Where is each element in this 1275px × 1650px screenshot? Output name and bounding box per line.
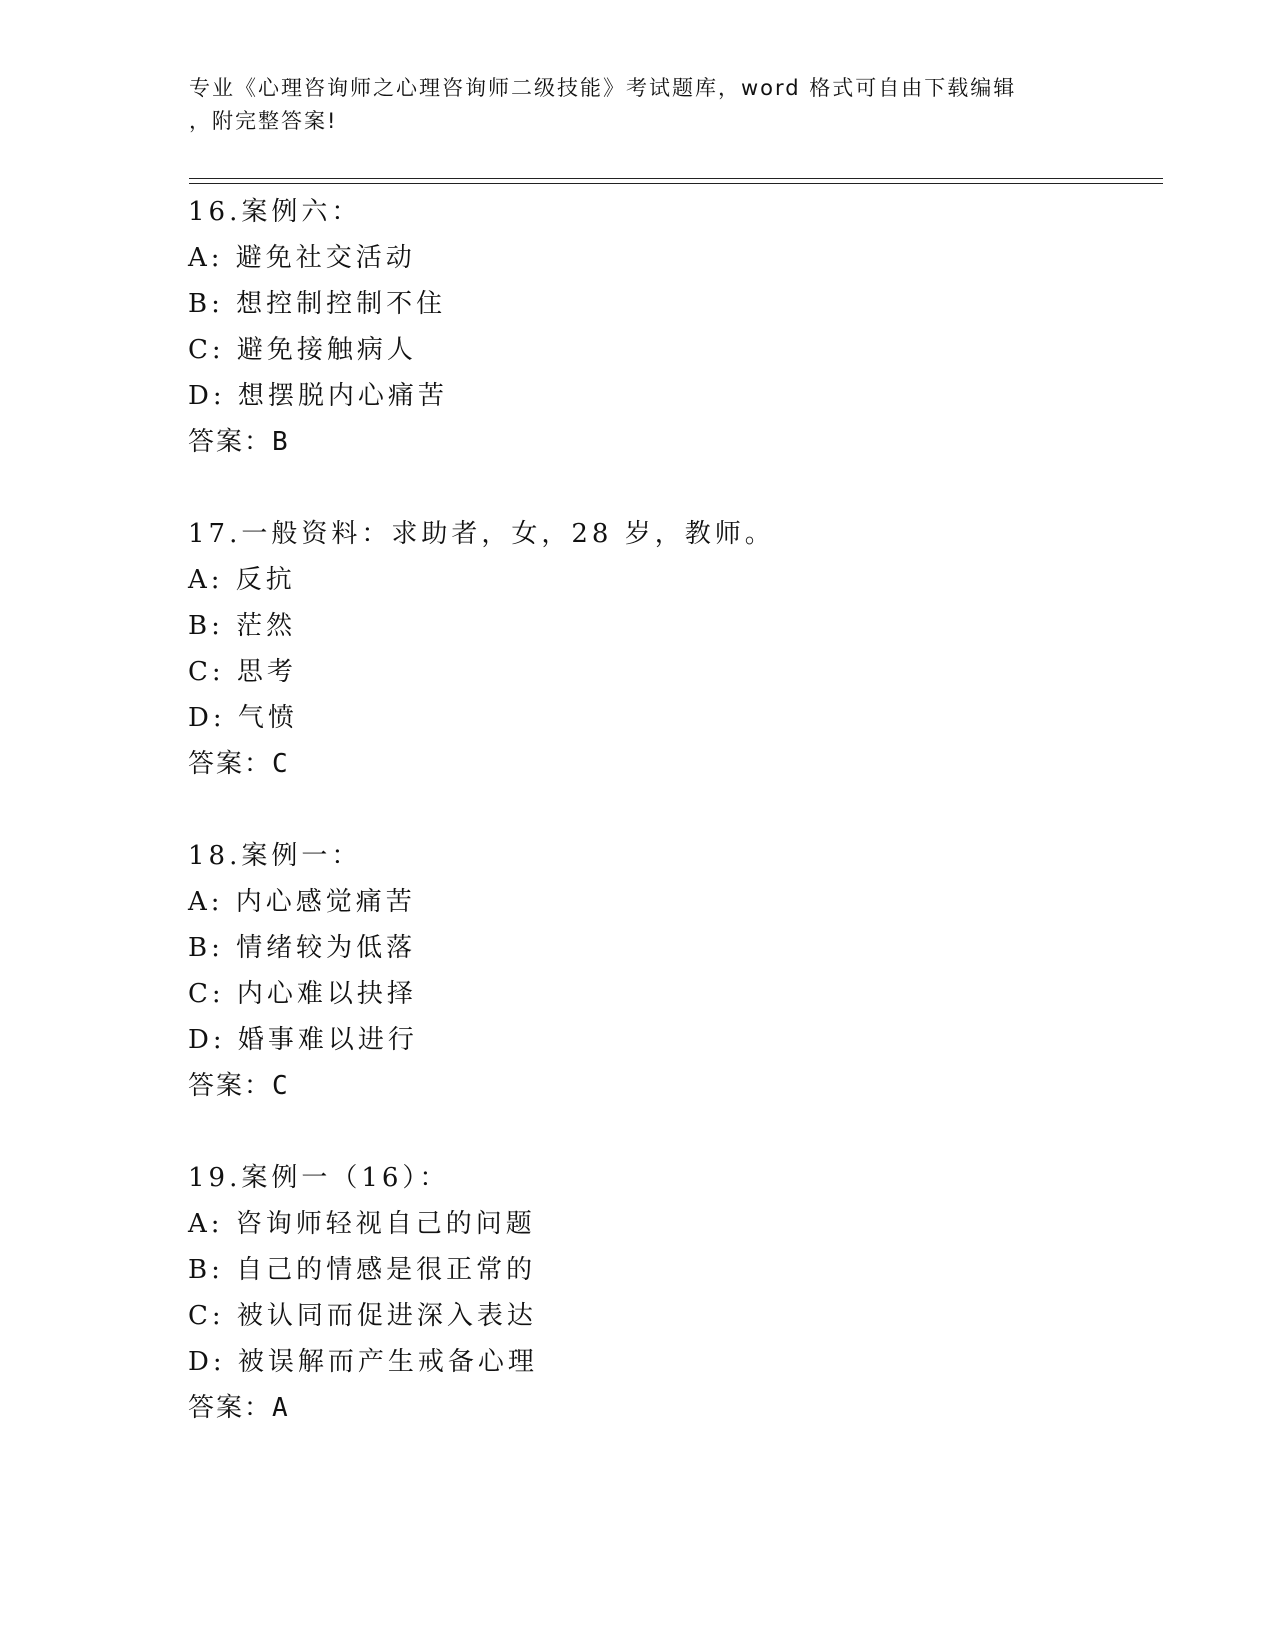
question-18 bbox=[188, 833, 1148, 1109]
option-a: A: 咨询师轻视自己的问题 bbox=[188, 1209, 536, 1239]
question-16 bbox=[188, 189, 1148, 465]
answer-value: A bbox=[272, 1393, 290, 1423]
option-b: B: 想控制控制不住 bbox=[188, 289, 447, 319]
option-b: B: 自己的情感是很正常的 bbox=[188, 1255, 537, 1285]
answer-value: B bbox=[272, 427, 290, 457]
question-stem: 19.案例一（16）： bbox=[188, 1163, 450, 1193]
option-a: A: 反抗 bbox=[188, 565, 296, 595]
question-list bbox=[188, 189, 1148, 1477]
option-c: C: 被认同而促进深入表达 bbox=[188, 1301, 537, 1331]
answer-line bbox=[188, 741, 1148, 787]
option-a: A: 内心感觉痛苦 bbox=[188, 887, 416, 917]
option-d: D: 想摆脱内心痛苦 bbox=[188, 381, 448, 411]
header-divider-bottom bbox=[189, 183, 1163, 184]
option-d: D: 被误解而产生戒备心理 bbox=[188, 1347, 538, 1377]
answer-label: 答案： bbox=[188, 427, 273, 457]
answer-line bbox=[188, 419, 1148, 465]
answer-line bbox=[188, 1385, 1148, 1431]
answer-value: C bbox=[272, 1071, 290, 1101]
header-divider-top bbox=[189, 178, 1163, 179]
answer-value: C bbox=[272, 749, 290, 779]
question-19 bbox=[188, 1155, 1148, 1431]
document-header bbox=[189, 72, 1089, 138]
question-stem: 17.一般资料：求助者，女，28 岁，教师。 bbox=[188, 519, 775, 549]
option-b: B: 茫然 bbox=[188, 611, 297, 641]
option-d: D: 婚事难以进行 bbox=[188, 1025, 418, 1055]
answer-line bbox=[188, 1063, 1148, 1109]
option-b: B: 情绪较为低落 bbox=[188, 933, 417, 963]
answer-label: 答案： bbox=[188, 1071, 273, 1101]
answer-label: 答案： bbox=[188, 749, 273, 779]
option-a: A: 避免社交活动 bbox=[188, 243, 416, 273]
header-line-2: ，附完整答案! bbox=[189, 109, 338, 133]
question-17 bbox=[188, 511, 1148, 787]
option-d: D: 气愤 bbox=[188, 703, 298, 733]
question-stem: 18.案例一： bbox=[188, 841, 362, 871]
option-c: C: 思考 bbox=[188, 657, 297, 687]
answer-label: 答案： bbox=[188, 1393, 273, 1423]
header-line-1: 专业《心理咨询师之心理咨询师二级技能》考试题库，word 格式可自由下载编辑 bbox=[189, 76, 1017, 100]
option-c: C: 内心难以抉择 bbox=[188, 979, 417, 1009]
option-c: C: 避免接触病人 bbox=[188, 335, 417, 365]
question-stem: 16.案例六： bbox=[188, 197, 362, 227]
